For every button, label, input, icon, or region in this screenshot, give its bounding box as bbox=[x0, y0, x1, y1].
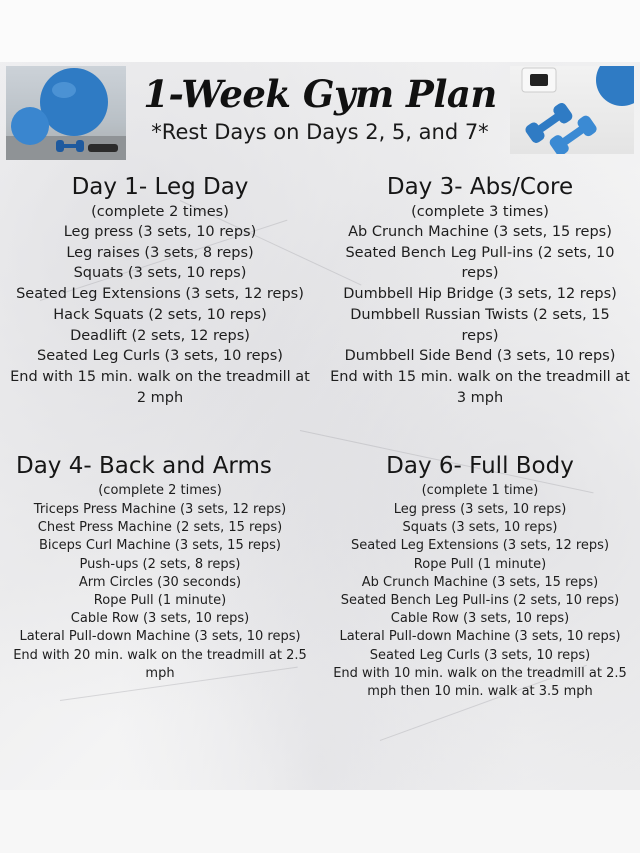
exercise-item: Lateral Pull-down Machine (3 sets, 10 reps) bbox=[19, 629, 301, 645]
exercise-item: Seated Bench Leg Pull-ins (2 sets, 10 reps) bbox=[340, 593, 620, 609]
exercise-item: Chest Press Machine (2 sets, 15 reps) bbox=[37, 520, 283, 536]
exercise-item: End with 15 min. walk on the treadmill at 2 mph bbox=[10, 368, 310, 406]
exercise-item: Squats (3 sets, 10 reps) bbox=[402, 520, 558, 536]
exercise-item: End with 15 min. walk on the treadmill at 3 mph bbox=[330, 368, 630, 406]
day-note: (complete 1 time) bbox=[421, 483, 539, 498]
day-4-section bbox=[10, 451, 310, 683]
page-title: 1-Week Gym Plan bbox=[143, 72, 497, 116]
gym-photo-left bbox=[6, 66, 126, 160]
exercise-item: End with 20 min. walk on the treadmill at 2.5 mph bbox=[13, 647, 307, 681]
exercise-ball-icon bbox=[40, 68, 108, 136]
exercise-item: Seated Leg Curls (3 sets, 10 reps) bbox=[37, 348, 283, 365]
exercise-list bbox=[330, 222, 630, 408]
exercise-item: Rope Pull (1 minute) bbox=[413, 556, 547, 572]
day-heading: Day 3- Abs/Core bbox=[386, 174, 574, 200]
gym-photo-right bbox=[510, 66, 634, 154]
day-heading: Day 4- Back and Arms bbox=[16, 453, 272, 479]
exercise-list bbox=[10, 222, 310, 408]
day-note: (complete 2 times) bbox=[91, 204, 229, 220]
bottom-margin bbox=[0, 790, 640, 853]
exercise-item: Squats (3 sets, 10 reps) bbox=[73, 265, 247, 282]
exercise-item: Lateral Pull-down Machine (3 sets, 10 reps) bbox=[339, 629, 621, 645]
exercise-item: Push-ups (2 sets, 8 reps) bbox=[79, 556, 241, 572]
exercise-item: Leg press (3 sets, 10 reps) bbox=[393, 502, 567, 517]
exercise-item: Dumbbell Russian Twists (2 sets, 15 reps) bbox=[350, 306, 610, 344]
exercise-item: Deadlift (2 sets, 12 reps) bbox=[70, 327, 250, 344]
exercise-item: Rope Pull (1 minute) bbox=[93, 593, 227, 609]
day-heading: Day 1- Leg Day bbox=[71, 174, 249, 200]
exercise-item: Leg press (3 sets, 10 reps) bbox=[63, 224, 257, 240]
exercise-list bbox=[330, 501, 630, 701]
exercise-ball-icon bbox=[596, 66, 634, 106]
day-6-section bbox=[330, 451, 630, 701]
exercise-item: Leg raises (3 sets, 8 reps) bbox=[66, 244, 254, 261]
exercise-item: End with 10 min. walk on the treadmill at 2.5 mph then 10 min. walk at 3.5 mph bbox=[333, 665, 627, 700]
exercise-item: Dumbbell Hip Bridge (3 sets, 12 reps) bbox=[343, 286, 617, 303]
day-note: (complete 2 times) bbox=[98, 483, 222, 498]
exercise-item: Seated Leg Extensions (3 sets, 12 reps) bbox=[16, 286, 304, 303]
exercise-item: Triceps Press Machine (3 sets, 12 reps) bbox=[33, 502, 287, 517]
day-heading: Day 6- Full Body bbox=[386, 453, 574, 479]
exercise-item: Seated Bench Leg Pull-ins (2 sets, 10 reps) bbox=[345, 244, 615, 282]
exercise-list bbox=[10, 501, 310, 683]
day-note: (complete 3 times) bbox=[411, 204, 549, 220]
day-3-section bbox=[330, 172, 630, 408]
exercise-item: Cable Row (3 sets, 10 reps) bbox=[390, 611, 570, 627]
exercise-item: Dumbbell Side Bend (3 sets, 10 reps) bbox=[344, 348, 616, 365]
exercise-item: Seated Leg Extensions (3 sets, 12 reps) bbox=[350, 538, 610, 554]
exercise-item: Hack Squats (2 sets, 10 reps) bbox=[53, 306, 267, 323]
day-1-section bbox=[10, 172, 310, 408]
rest-days-subtitle: *Rest Days on Days 2, 5, and 7* bbox=[151, 120, 489, 144]
exercise-item: Cable Row (3 sets, 10 reps) bbox=[70, 611, 250, 627]
exercise-item: Biceps Curl Machine (3 sets, 15 reps) bbox=[39, 538, 281, 554]
exercise-item: Ab Crunch Machine (3 sets, 15 reps) bbox=[348, 224, 612, 240]
exercise-item: Seated Leg Curls (3 sets, 10 reps) bbox=[369, 647, 591, 663]
exercise-ball-icon bbox=[11, 107, 49, 145]
top-margin bbox=[0, 0, 640, 62]
exercise-item: Arm Circles (30 seconds) bbox=[78, 574, 242, 590]
exercise-item: Ab Crunch Machine (3 sets, 15 reps) bbox=[361, 574, 599, 590]
phone-icon bbox=[522, 68, 556, 92]
